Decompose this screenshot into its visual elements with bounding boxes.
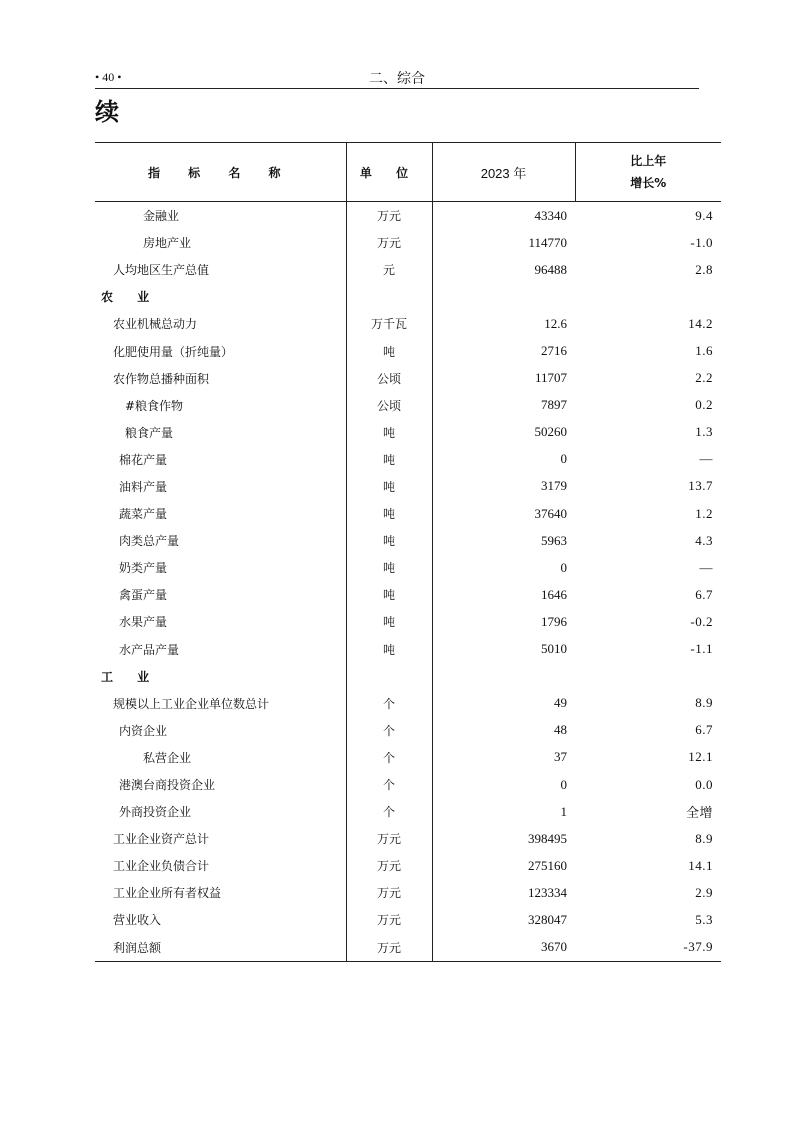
row-unit: 个 <box>346 771 432 798</box>
row-value: 0 <box>432 446 575 473</box>
row-name: 水果产量 <box>119 615 168 630</box>
row-name: 房地产业 <box>143 236 192 251</box>
row-unit: 吨 <box>346 419 432 446</box>
row-unit: 吨 <box>346 554 432 581</box>
row-name: 粮食产量 <box>125 425 174 440</box>
row-unit: 万元 <box>346 906 432 933</box>
row-value: 328047 <box>432 906 575 933</box>
row-change: -37.9 <box>683 939 713 955</box>
row-change: 8.9 <box>695 830 713 846</box>
row-value: 3179 <box>432 473 575 500</box>
table-row <box>95 690 721 717</box>
table-header-row <box>95 143 721 202</box>
row-change: 全增 <box>685 805 713 821</box>
row-name: 工 业 <box>101 669 160 684</box>
row-change: -0.2 <box>690 613 713 629</box>
row-name: 肉类总产量 <box>119 534 180 549</box>
table-row <box>95 337 721 364</box>
row-value: 2716 <box>432 337 575 364</box>
row-name: 营业收入 <box>113 913 162 928</box>
row-change: 2.8 <box>695 261 713 277</box>
header-name: 指 标 名 称 <box>95 143 346 202</box>
row-unit: 吨 <box>346 337 432 364</box>
row-change: — <box>699 451 713 467</box>
row-name: 棉花产量 <box>119 452 168 467</box>
table-row <box>95 879 721 906</box>
row-unit: 万元 <box>346 202 432 230</box>
row-change: 2.2 <box>695 370 713 386</box>
table-row <box>95 527 721 554</box>
row-change: 0.0 <box>695 776 713 792</box>
row-change: 14.1 <box>688 857 713 873</box>
row-name: 工业企业所有者权益 <box>113 886 222 901</box>
table-row <box>95 771 721 798</box>
table-row <box>95 906 721 933</box>
row-unit <box>346 663 432 690</box>
row-value <box>432 283 575 310</box>
row-name: #粮食作物 <box>125 398 184 413</box>
row-value: 12.6 <box>432 310 575 337</box>
row-change: 6.7 <box>695 586 713 602</box>
row-value: 48 <box>432 717 575 744</box>
row-name: 私营企业 <box>143 750 192 765</box>
row-name: 蔬菜产量 <box>119 507 168 522</box>
row-change <box>575 283 721 310</box>
row-name: 外商投资企业 <box>119 805 192 820</box>
table-row <box>95 419 721 446</box>
header-change-line2: 增长% <box>630 176 667 190</box>
row-change: 14.2 <box>688 315 713 331</box>
row-change: 8.9 <box>695 695 713 711</box>
row-name: 禽蛋产量 <box>119 588 168 603</box>
row-unit: 公顷 <box>346 365 432 392</box>
row-unit: 个 <box>346 798 432 825</box>
row-value: 96488 <box>432 256 575 283</box>
row-value: 1796 <box>432 608 575 635</box>
row-unit: 吨 <box>346 446 432 473</box>
row-name: 化肥使用量（折纯量） <box>113 344 234 359</box>
row-value: 49 <box>432 690 575 717</box>
row-value: 37 <box>432 744 575 771</box>
row-value: 43340 <box>432 202 575 230</box>
row-change: 1.3 <box>695 424 713 440</box>
table-row <box>95 852 721 879</box>
table-row <box>95 798 721 825</box>
row-unit: 万千瓦 <box>346 310 432 337</box>
row-name: 利润总额 <box>113 940 162 955</box>
row-change: 0.2 <box>695 397 713 413</box>
row-value: 11707 <box>432 365 575 392</box>
row-name: 奶类产量 <box>119 561 168 576</box>
row-change: -1.1 <box>690 641 713 657</box>
row-change: 5.3 <box>695 911 713 927</box>
row-value: 7897 <box>432 392 575 419</box>
table-row <box>95 256 721 283</box>
row-unit: 万元 <box>346 879 432 906</box>
continued-label: 续 <box>95 97 119 126</box>
row-unit: 元 <box>346 256 432 283</box>
row-unit: 个 <box>346 744 432 771</box>
table-row <box>95 825 721 852</box>
row-value: 0 <box>432 771 575 798</box>
row-unit: 吨 <box>346 608 432 635</box>
table-row <box>95 636 721 663</box>
row-name: 油料产量 <box>119 479 168 494</box>
row-value: 123334 <box>432 879 575 906</box>
row-change: 1.6 <box>695 343 713 359</box>
row-value: 114770 <box>432 229 575 256</box>
table-row <box>95 608 721 635</box>
statistics-table <box>95 142 721 962</box>
row-change: 2.9 <box>695 884 713 900</box>
row-name: 工业企业负债合计 <box>113 859 210 874</box>
row-name: 农作物总播种面积 <box>113 371 210 386</box>
table-row <box>95 581 721 608</box>
table-row <box>95 446 721 473</box>
row-change: 9.4 <box>695 207 713 223</box>
row-unit: 吨 <box>346 527 432 554</box>
row-unit: 个 <box>346 717 432 744</box>
section-row <box>95 663 721 690</box>
row-unit: 万元 <box>346 934 432 962</box>
row-change: 4.3 <box>695 532 713 548</box>
row-unit <box>346 283 432 310</box>
page-header <box>95 68 699 89</box>
row-unit: 公顷 <box>346 392 432 419</box>
row-name: 农业机械总动力 <box>113 317 198 332</box>
header-change-line1: 比上年 <box>630 154 667 168</box>
row-value: 5963 <box>432 527 575 554</box>
row-name: 人均地区生产总值 <box>113 263 210 278</box>
row-unit: 万元 <box>346 825 432 852</box>
table-row <box>95 473 721 500</box>
header-change <box>575 143 721 202</box>
row-change: 1.2 <box>695 505 713 521</box>
row-unit: 吨 <box>346 500 432 527</box>
row-name: 内资企业 <box>119 723 168 738</box>
table-row <box>95 392 721 419</box>
row-unit: 万元 <box>346 852 432 879</box>
row-change: — <box>699 559 713 575</box>
table-row <box>95 365 721 392</box>
page-number: • 40 • <box>95 70 122 84</box>
header-unit: 单 位 <box>346 143 432 202</box>
row-unit: 吨 <box>346 636 432 663</box>
section-title: 二、综合 <box>369 71 425 87</box>
table-row <box>95 934 721 962</box>
row-value: 3670 <box>432 934 575 962</box>
row-change <box>575 663 721 690</box>
row-change: 13.7 <box>688 478 713 494</box>
row-value: 37640 <box>432 500 575 527</box>
row-unit: 吨 <box>346 581 432 608</box>
row-change: 6.7 <box>695 722 713 738</box>
row-value: 398495 <box>432 825 575 852</box>
row-value: 0 <box>432 554 575 581</box>
row-change: -1.0 <box>690 234 713 250</box>
table-row <box>95 229 721 256</box>
row-name: 规模以上工业企业单位数总计 <box>113 696 270 711</box>
table-row <box>95 717 721 744</box>
table-row <box>95 500 721 527</box>
table-row <box>95 202 721 230</box>
header-year: 2023 年 <box>432 143 575 202</box>
row-name: 港澳台商投资企业 <box>119 778 216 793</box>
section-row <box>95 283 721 310</box>
row-unit: 个 <box>346 690 432 717</box>
row-value: 1 <box>432 798 575 825</box>
table-row <box>95 554 721 581</box>
row-name: 水产品产量 <box>119 642 180 657</box>
row-unit: 万元 <box>346 229 432 256</box>
row-value: 1646 <box>432 581 575 608</box>
row-change: 12.1 <box>688 749 713 765</box>
row-name: 金融业 <box>143 209 180 224</box>
row-name: 农 业 <box>101 290 160 305</box>
row-value: 50260 <box>432 419 575 446</box>
row-name: 工业企业资产总计 <box>113 832 210 847</box>
row-value: 5010 <box>432 636 575 663</box>
row-unit: 吨 <box>346 473 432 500</box>
row-value <box>432 663 575 690</box>
row-value: 275160 <box>432 852 575 879</box>
table-row <box>95 310 721 337</box>
table-row <box>95 744 721 771</box>
